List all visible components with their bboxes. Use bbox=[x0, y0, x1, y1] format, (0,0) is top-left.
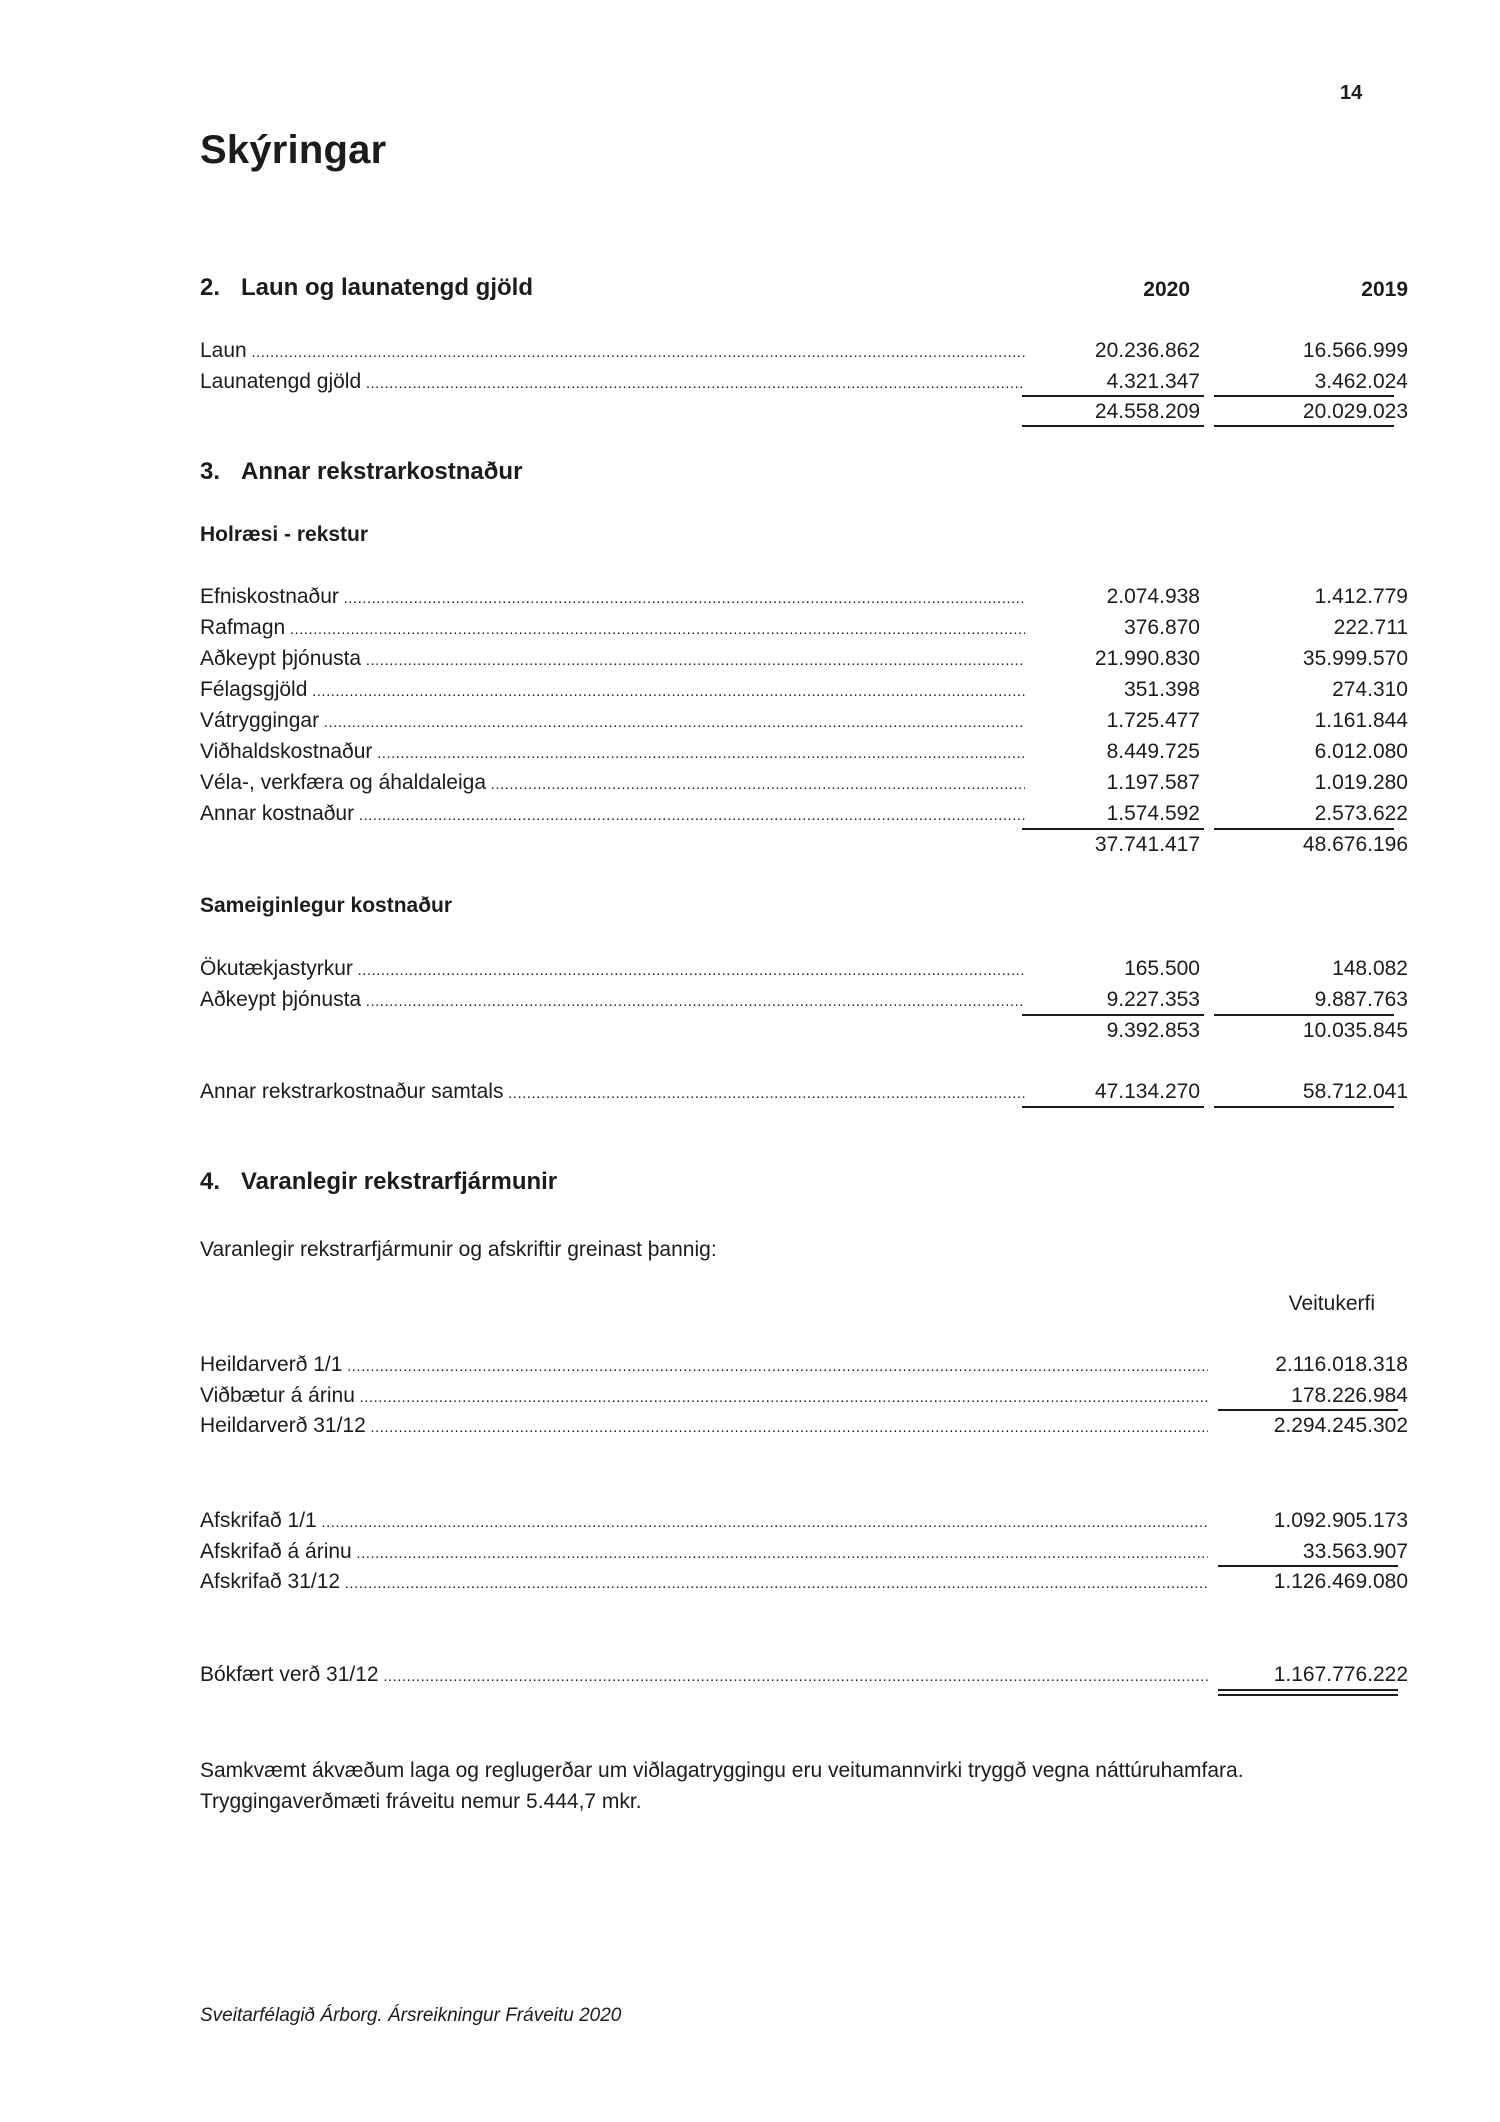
row-label: Véla-, verkfæra og áhaldaleiga ..... bbox=[200, 771, 1025, 795]
note-2-title: Laun og launatengd gjöld bbox=[241, 274, 533, 301]
value-2019: 6.012.080 bbox=[1314, 740, 1408, 763]
value-2019: 1.019.280 bbox=[1314, 771, 1408, 794]
table-row bbox=[200, 585, 1410, 615]
value-2020: 351.398 bbox=[1124, 678, 1200, 701]
page-footer: Sveitarfélagið Árborg. Ársreikningur Fráveitu 2020 bbox=[200, 2005, 622, 2026]
book-value: 1.167.776.222 bbox=[1273, 1663, 1408, 1686]
value-2019: 1.161.844 bbox=[1314, 709, 1408, 732]
row-label: Aðkeypt þjónusta ..... bbox=[200, 988, 1025, 1012]
row-label: Afskrifað á árinu ..... bbox=[200, 1540, 1208, 1564]
grand-total-2020: 47.134.270 bbox=[1094, 1080, 1200, 1103]
value-veitukerfi: 2.116.018.318 bbox=[1275, 1353, 1408, 1376]
subtotal-rule bbox=[1022, 828, 1204, 830]
table-row bbox=[200, 771, 1410, 801]
row-label: Afskrifað 31/12 ..... bbox=[200, 1570, 1208, 1594]
row-label: Viðbætur á árinu ..... bbox=[200, 1384, 1208, 1408]
subtotal-rule bbox=[1218, 1565, 1398, 1567]
page-title: Skýringar bbox=[200, 128, 387, 172]
row-label: Laun ..... bbox=[200, 339, 1025, 363]
page-number: 14 bbox=[1340, 82, 1363, 104]
total-2019: 48.676.196 bbox=[1302, 833, 1408, 856]
table-row bbox=[200, 339, 1410, 369]
value-2019: 2.573.622 bbox=[1314, 802, 1408, 825]
group-heading-sameiginlegur: Sameiginlegur kostnaður bbox=[200, 894, 453, 917]
total-2020: 37.741.417 bbox=[1094, 833, 1200, 856]
group-heading-holraesi: Holræsi - rekstur bbox=[200, 523, 369, 546]
row-label: Bókfært verð 31/12 ..... bbox=[200, 1663, 1208, 1687]
row-label: Heildarverð 1/1 ..... bbox=[200, 1353, 1208, 1377]
total-rule bbox=[1214, 1106, 1394, 1108]
row-label: Afskrifað 1/1 ..... bbox=[200, 1509, 1208, 1533]
value-2020: 165.500 bbox=[1124, 957, 1200, 980]
value-veitukerfi: 178.226.984 bbox=[1291, 1384, 1408, 1407]
table-row bbox=[200, 1509, 1410, 1539]
row-label: Annar rekstrarkostnaður samtals ..... bbox=[200, 1080, 1025, 1104]
row-label: Ökutækjastyrkur ..... bbox=[200, 957, 1025, 981]
value-2020: 2.074.938 bbox=[1106, 585, 1200, 608]
row-label: Annar kostnaður ..... bbox=[200, 802, 1025, 826]
paragraph-line-2: Tryggingaverðmæti fráveitu nemur 5.444,7 mkr. bbox=[200, 1790, 642, 1813]
double-rule-top bbox=[1218, 1689, 1398, 1691]
note-2-heading bbox=[200, 274, 533, 302]
value-veitukerfi: 1.126.469.080 bbox=[1273, 1570, 1408, 1593]
value-2020: 8.449.725 bbox=[1106, 740, 1200, 763]
value-2019: 3.462.024 bbox=[1314, 370, 1408, 393]
value-2020: 9.227.353 bbox=[1106, 988, 1200, 1011]
table-row bbox=[200, 1353, 1410, 1383]
total-2019: 20.029.023 bbox=[1302, 400, 1408, 423]
value-2019: 1.412.779 bbox=[1314, 585, 1408, 608]
note-4-intro: Varanlegir rekstrarfjármunir og afskriftir greinast þannig: bbox=[200, 1238, 717, 1261]
value-veitukerfi: 33.563.907 bbox=[1302, 1540, 1408, 1563]
value-veitukerfi: 2.294.245.302 bbox=[1273, 1414, 1408, 1437]
note-2-number: 2. bbox=[200, 274, 221, 301]
total-rule bbox=[1214, 425, 1394, 427]
value-2019: 9.887.763 bbox=[1314, 988, 1408, 1011]
subtotal-rule bbox=[1214, 395, 1394, 397]
total-rule bbox=[1022, 1106, 1204, 1108]
note-3-number: 3. bbox=[200, 458, 221, 485]
value-2019: 148.082 bbox=[1332, 957, 1408, 980]
value-veitukerfi: 1.092.905.173 bbox=[1273, 1509, 1408, 1532]
total-2019: 10.035.845 bbox=[1302, 1019, 1408, 1042]
note-3-title: Annar rekstrarkostnaður bbox=[241, 458, 523, 485]
column-header-veitukerfi: Veitukerfi bbox=[1288, 1292, 1375, 1315]
note-4-number: 4. bbox=[200, 1168, 221, 1195]
row-label: Heildarverð 31/12 ..... bbox=[200, 1414, 1208, 1438]
row-label: Vátryggingar ..... bbox=[200, 709, 1025, 733]
value-2019: 16.566.999 bbox=[1302, 339, 1408, 362]
total-row bbox=[200, 833, 1410, 863]
table-row bbox=[200, 1570, 1410, 1600]
total-rule bbox=[1022, 425, 1204, 427]
double-rule-bottom bbox=[1218, 1694, 1398, 1696]
note-4-title: Varanlegir rekstrarfjármunir bbox=[241, 1168, 558, 1195]
subtotal-rule bbox=[1022, 1014, 1204, 1016]
value-2019: 222.711 bbox=[1333, 616, 1408, 639]
table-row bbox=[200, 647, 1410, 677]
total-2020: 24.558.209 bbox=[1094, 400, 1200, 423]
grand-total-2019: 58.712.041 bbox=[1302, 1080, 1408, 1103]
value-2020: 376.870 bbox=[1124, 616, 1200, 639]
note-3-heading bbox=[200, 458, 522, 486]
table-row bbox=[200, 740, 1410, 770]
value-2020: 1.574.592 bbox=[1106, 802, 1200, 825]
value-2019: 274.310 bbox=[1332, 678, 1408, 701]
column-header-2020: 2020 bbox=[1143, 278, 1190, 301]
row-label: Rafmagn ..... bbox=[200, 616, 1025, 640]
value-2020: 20.236.862 bbox=[1094, 339, 1200, 362]
table-row bbox=[200, 957, 1410, 987]
value-2019: 35.999.570 bbox=[1302, 647, 1408, 670]
row-label: Launatengd gjöld ..... bbox=[200, 370, 1025, 394]
value-2020: 1.725.477 bbox=[1106, 709, 1200, 732]
total-2020: 9.392.853 bbox=[1106, 1019, 1200, 1042]
value-2020: 1.197.587 bbox=[1106, 771, 1200, 794]
subtotal-rule bbox=[1218, 1409, 1398, 1411]
row-label: Viðhaldskostnaður ..... bbox=[200, 740, 1025, 764]
insurance-paragraph bbox=[200, 1755, 1410, 1817]
paragraph-line-1: Samkvæmt ákvæðum laga og reglugerðar um viðlagatryggingu eru veitumannvirki tryggð vegna náttúruhamfara. bbox=[200, 1759, 1244, 1782]
column-header-2019: 2019 bbox=[1361, 278, 1408, 301]
value-2020: 4.321.347 bbox=[1106, 370, 1200, 393]
note-4-heading bbox=[200, 1168, 557, 1196]
subtotal-rule bbox=[1214, 828, 1394, 830]
total-row bbox=[200, 1019, 1410, 1049]
table-row bbox=[200, 678, 1410, 708]
table-row bbox=[200, 616, 1410, 646]
subtotal-rule bbox=[1022, 395, 1204, 397]
row-label: Félagsgjöld ..... bbox=[200, 678, 1025, 702]
row-label: Aðkeypt þjónusta ..... bbox=[200, 647, 1025, 671]
subtotal-rule bbox=[1214, 1014, 1394, 1016]
value-2020: 21.990.830 bbox=[1094, 647, 1200, 670]
table-row bbox=[200, 1414, 1410, 1444]
table-row bbox=[200, 709, 1410, 739]
row-label: Efniskostnaður ..... bbox=[200, 585, 1025, 609]
